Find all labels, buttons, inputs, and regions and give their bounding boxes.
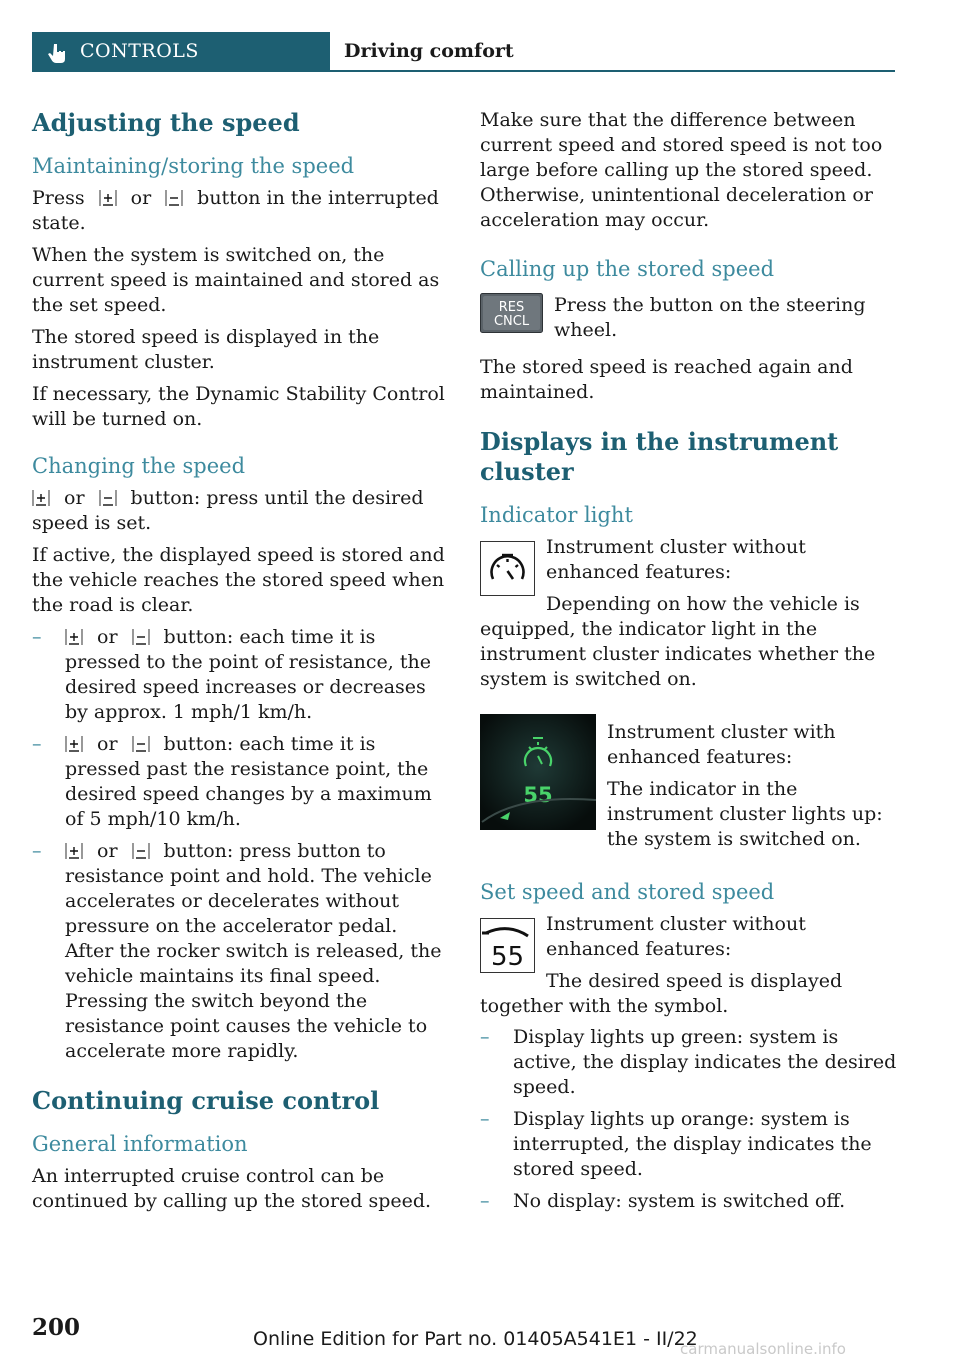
paragraph-press-button	[32, 186, 450, 236]
paragraph-without-enhanced: Instrument cluster without enhanced features:	[546, 536, 806, 583]
list-item	[32, 732, 450, 832]
list-item	[32, 839, 450, 1064]
cruise-indicator-icon	[480, 541, 535, 596]
list-item-text: Display lights up orange: system is interrupted, the display indicates the stored speed.	[513, 1108, 872, 1180]
heading-calling-stored-speed: Calling up the stored speed	[480, 257, 775, 281]
chapter-tab	[32, 32, 330, 70]
page-number: 200	[32, 1314, 81, 1341]
list-item-text: No display: system is switched off.	[513, 1190, 846, 1212]
list-dash: –	[480, 1108, 490, 1130]
set-speed-icon	[480, 918, 535, 973]
list-item	[480, 1189, 898, 1214]
paragraph-press-steering: Press the button on the steering wheel.	[554, 294, 866, 341]
res-cncl-button-icon	[480, 293, 543, 333]
text-press: Press	[32, 187, 85, 209]
heading-continuing-cruise: Continuing cruise control	[32, 1086, 380, 1115]
minus-button-icon	[165, 189, 183, 207]
text-depending: Depending on how the vehicle is equipped, the indicator light in the instrument cluster indicates whether the system is switched on.	[480, 593, 876, 690]
watermark: carmanualsonline.info	[680, 1340, 846, 1358]
indicator-row	[480, 535, 898, 692]
display-status-list	[480, 1025, 898, 1214]
list-item-text: button: each time it is pressed past the resistance point, the desired speed changes by a maximum of 5 mph/10 km/h.	[65, 733, 432, 830]
cncl-label: CNCL	[493, 314, 530, 329]
text-or: or	[97, 626, 118, 648]
paragraph-lights-up: The indicator in the instrument cluster lights up: the system is switched on.	[607, 778, 883, 850]
edition-info: Online Edition for Part no. 01405A541E1 - II/22	[253, 1328, 698, 1350]
paragraph-switched-on: When the system is switched on, the current speed is maintained and stored as the set speed.	[32, 244, 440, 316]
right-column	[480, 108, 898, 1221]
chapter-label: CONTROLS	[80, 40, 199, 62]
heading-maintaining-speed: Maintaining/storing the speed	[32, 154, 355, 178]
minus-button-icon	[99, 489, 117, 507]
enhanced-cluster-row	[480, 720, 898, 852]
text-or: or	[130, 187, 152, 209]
pointing-hand-icon	[46, 42, 68, 64]
list-dash: –	[32, 840, 42, 862]
paragraph-displayed: The stored speed is displayed in the instrument cluster.	[32, 326, 380, 373]
heading-indicator-light: Indicator light	[480, 503, 633, 527]
section-title: Driving comfort	[344, 40, 514, 62]
text-or: or	[64, 487, 85, 509]
paragraph-interrupted: An interrupted cruise control can be continued by calling up the stored speed.	[32, 1165, 432, 1212]
heading-set-speed: Set speed and stored speed	[480, 880, 775, 904]
plus-button-icon	[65, 842, 83, 860]
list-dash: –	[32, 733, 42, 755]
page-header	[32, 32, 895, 72]
set-speed-row	[480, 912, 898, 1019]
list-dash: –	[32, 626, 42, 648]
res-label: RES	[498, 300, 525, 315]
heading-adjusting-speed: Adjusting the speed	[32, 108, 300, 137]
paragraph-make-sure: Make sure that the difference between current speed and stored speed is not too large before calling up the stored speed. Otherwise, unintentional deceleration or acceleration may occur.	[480, 109, 883, 231]
change-speed-list	[32, 625, 450, 1064]
list-item	[32, 625, 450, 725]
paragraph-reached: The stored speed is reached again and maintained.	[480, 356, 853, 403]
list-item	[480, 1107, 898, 1182]
heading-general-information: General information	[32, 1132, 248, 1156]
minus-button-icon	[132, 735, 150, 753]
paragraph-without-enhanced-2: Instrument cluster without enhanced features:	[546, 913, 806, 960]
paragraph-if-active: If active, the displayed speed is stored and the vehicle reaches the stored speed when the road is clear.	[32, 544, 445, 616]
text-or: or	[97, 733, 118, 755]
cluster-speed-value: 55	[523, 783, 553, 807]
paragraph-with-enhanced: Instrument cluster with enhanced features:	[607, 721, 836, 768]
minus-button-icon	[132, 628, 150, 646]
paragraph-change-button	[32, 486, 450, 536]
plus-button-icon	[32, 489, 50, 507]
list-item	[480, 1025, 898, 1100]
minus-button-icon	[132, 842, 150, 860]
set-speed-icon-value: 55	[490, 942, 525, 972]
plus-button-icon	[65, 628, 83, 646]
list-item-text: button: each time it is pressed to the point of resistance, the desired speed increases or decreases by approx. 1 mph/1 km/h.	[65, 626, 431, 723]
left-column	[32, 100, 450, 1221]
list-item-text: Display lights up green: system is active, the display indicates the desired speed.	[513, 1026, 897, 1098]
text-or: or	[97, 840, 118, 862]
paragraph-dsc: If necessary, the Dynamic Stability Control will be turned on.	[32, 383, 445, 430]
plus-button-icon	[65, 735, 83, 753]
cluster-display-image	[480, 714, 596, 830]
text-press-until: button: press until the desired speed is set.	[32, 487, 424, 534]
plus-button-icon	[99, 189, 117, 207]
text-desired: The desired speed is displayed together with the symbol.	[480, 970, 843, 1017]
list-item-text: button: press button to resistance point and hold. The vehicle accelerates or decelerates without pressure on the accelerator pedal. After the rocker switch is released, the vehicle maintains its final speed. Pressing the switch beyond the resistance point causes the vehicle to accelerate more rapidly.	[65, 840, 442, 1062]
paragraph-desired	[480, 969, 898, 1019]
heading-changing-speed: Changing the speed	[32, 454, 246, 478]
text-interrupted-state: button in the interrupted state.	[32, 187, 439, 234]
list-dash: –	[480, 1026, 490, 1048]
enhanced-text-block	[607, 720, 898, 852]
heading-displays-cluster: Displays in the instrument cluster	[480, 427, 839, 486]
paragraph-depending-part1	[480, 592, 898, 692]
list-dash: –	[480, 1190, 490, 1212]
res-cncl-row	[480, 293, 898, 343]
